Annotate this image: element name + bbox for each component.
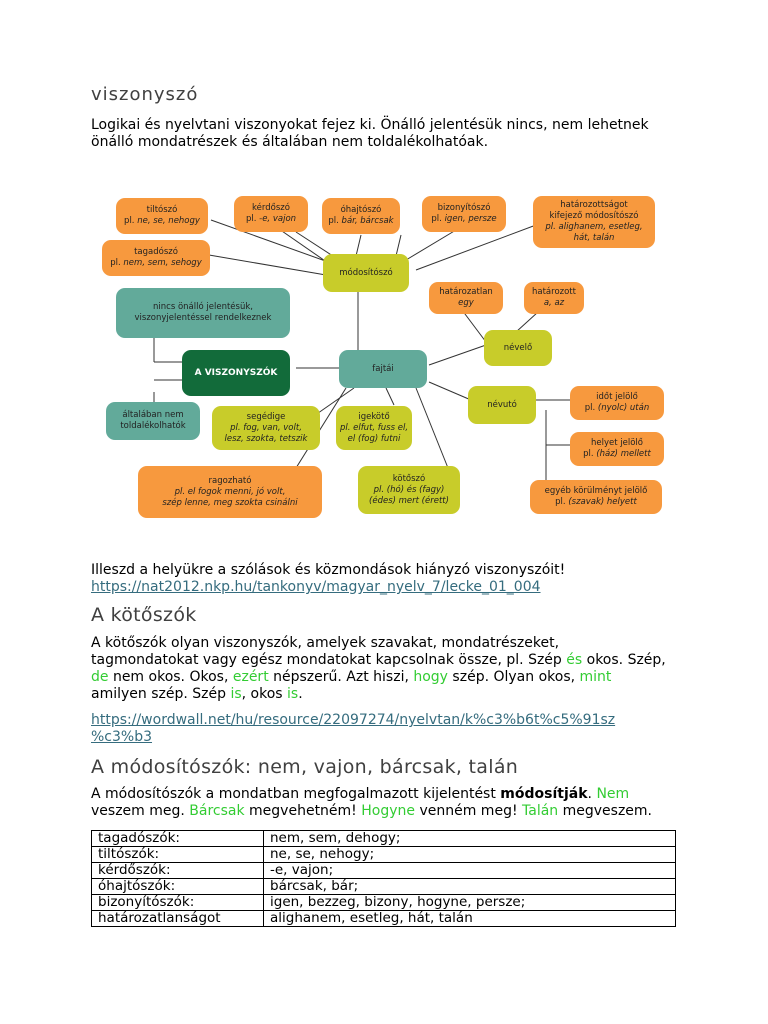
exercise-paragraph [91,562,681,596]
table-row [92,831,676,847]
table-row [92,847,676,863]
intro-paragraph [91,117,681,151]
ohajtoszo-example: pl. bár, bárcsak [328,216,394,226]
nincs-line-2: viszonyjelentéssel rendelkeznek [134,313,272,323]
tagadoszo-box [102,240,210,276]
igekoto-line-2: pl. elfut, fuss el, [339,422,409,433]
table-row [92,911,676,927]
nevuto-label: névutó [487,399,517,410]
ragozhato-line-2: pl. el fogok menni, jó volt, [174,486,286,497]
ragozhato-box [138,466,322,518]
table-cell: nem, sem, dehogy; [264,831,676,847]
hatarozottsag-line-3: pl. alighanem, esetleg, [545,222,643,232]
egyeb-korulmeny-box [530,480,662,514]
hatarozottsag-box [533,196,655,248]
modositoszok-paragraph: A módosítószók a mondatban megfogalmazott kijelentést módosítják. Nem veszem meg. Bárcsak megvehetném! Hogyne venném meg! Talán megveszem. [91,786,653,819]
bizonyitoszo-example: pl. igen, persze [431,214,497,224]
egyeb-title: egyéb körülményt jelölő [544,486,648,496]
ragozhato-title: ragozható [208,475,252,486]
nevelo-box [484,330,552,366]
modositoszok-heading: A módosítószók: nem, vajon, bárcsak, talán [91,756,519,778]
intro-line-2: önálló mondatrészek és általában nem toldalékolhatóak. [91,134,489,150]
ohajtoszo-title: óhajtószó [340,205,382,215]
kotoszo-line-3: (édes) mert (érett) [369,495,449,506]
segedige-line-3: lesz, szokta, tetszik [224,433,308,444]
segedige-box [212,406,320,450]
bizonyitoszo-title: bizonyítószó [437,203,491,213]
table-cell: óhajtószók: [92,879,264,895]
wordwall-link-paragraph [91,712,681,746]
modositoszo-box [323,254,409,292]
viszonyszok-main-box [182,350,290,396]
altalaban-line-2: toldalékolhatók [120,421,186,431]
hatarozottsag-line-2: kifejező módosítószó [549,211,639,221]
table-cell: -e, vajon; [264,863,676,879]
table-row [92,879,676,895]
bizonyitoszo-box [422,196,506,232]
table-cell: tagadószók: [92,831,264,847]
table-cell: tiltószók: [92,847,264,863]
table-cell: kérdőszók: [92,863,264,879]
tagadoszo-title: tagadószó [134,247,178,257]
kotoszo-line-2: pl. (hó) és (fagy) [373,484,445,495]
altalaban-line-1: általában nem [122,410,184,420]
table-cell: határozatlanságot [92,911,264,927]
helyet-title: helyet jelölő [591,438,643,448]
exercise-link[interactable]: https://nat2012.nkp.hu/tankonyv/magyar_nyelv_7/lecke_01_004 [91,579,541,595]
fajtai-label: fajtái [372,363,394,374]
hatarozottsag-line-4: hát, talán [573,233,615,243]
ohajtoszo-box [322,198,400,234]
hatarozott-example: a, az [543,298,565,308]
egyeb-example: pl. (szavak) helyett [555,497,637,507]
hatarozatlan-title: határozatlan [439,287,493,297]
igekoto-line-3: el (fog) futni [347,433,401,444]
table-row [92,863,676,879]
tiltoszo-title: tiltószó [146,205,178,215]
helyet-example: pl. (ház) mellett [583,449,651,459]
tagadoszo-example: pl. nem, sem, sehogy [110,258,202,268]
wordwall-link-line-1[interactable]: https://wordwall.net/hu/resource/22097274/nyelvtan/k%c3%b6t%c5%91sz [91,712,616,728]
kerdoszo-example: pl. -e, vajon [245,214,297,224]
kerdoszo-title: kérdőszó [252,203,290,213]
nincs-line-1: nincs önálló jelentésük, [153,302,253,312]
idot-title: időt jelölő [596,392,638,402]
segedige-line-2: pl. fog, van, volt, [230,422,302,433]
ragozhato-line-3: szép lenne, meg szokta csinálni [162,497,298,508]
hatarozatlan-example: egy [458,298,474,308]
exercise-text: Illeszd a helyükre a szólások és közmondások hiányzó viszonyszóit! [91,562,566,578]
table-cell: ne, se, nehogy; [264,847,676,863]
table-cell: alighanem, esetleg, hát, talán [264,911,676,927]
table-cell: bárcsak, bár; [264,879,676,895]
viszonyszok-diagram [96,190,676,525]
hatarozott-title: határozott [532,287,576,297]
nincs-onallo-box [116,288,290,338]
table-row [92,895,676,911]
table-cell: bizonyítószók: [92,895,264,911]
wordwall-link-line-2[interactable]: %c3%b3 [91,729,153,745]
modositoszo-label: módosítószó [339,267,393,278]
intro-line-1: Logikai és nyelvtani viszonyokat fejez ki. Önálló jelentésük nincs, nem lehetnek [91,117,649,133]
hatarozott-nevelo-box [524,282,584,314]
main-label: A VISZONYSZÓK [194,367,278,378]
nevuto-box [468,386,536,424]
kotoszok-paragraph: A kötőszók olyan viszonyszók, amelyek szavakat, mondatrészeket, tagmondatokat vagy egész mondatokat kapcsolnak össze, pl. Szép és okos. Szép, de nem okos. Okos, ezért népszerű. Azt hiszi, hogy szép. Olyan okos, mint amilyen szép. Szép is, okos is. [91,635,666,702]
idot-example: pl. (nyolc) után [584,403,650,413]
tiltoszo-example: pl. ne, se, nehogy [124,216,200,226]
page-title: viszonyszó [91,84,199,105]
hatarozottsag-line-1: határozottságot [560,200,628,210]
kotoszok-heading: A kötőszók [91,604,197,626]
kotoszo-title: kötőszó [392,473,426,484]
igekoto-title: igekötő [358,411,390,422]
modositoszok-table [91,830,676,927]
kerdoszo-box [234,196,308,232]
altalaban-box [106,402,200,440]
tiltoszo-box [116,198,208,234]
igekoto-box [336,406,412,450]
fajtai-box [339,350,427,388]
table-cell: igen, bezzeg, bizony, hogyne, persze; [264,895,676,911]
idot-jelolo-box [570,386,664,420]
helyet-jelolo-box [570,432,664,466]
nevelo-label: névelő [503,342,533,353]
segedige-title: segédige [246,411,286,422]
hatarozatlan-nevelo-box [429,282,503,314]
kotoszo-box [358,466,460,514]
